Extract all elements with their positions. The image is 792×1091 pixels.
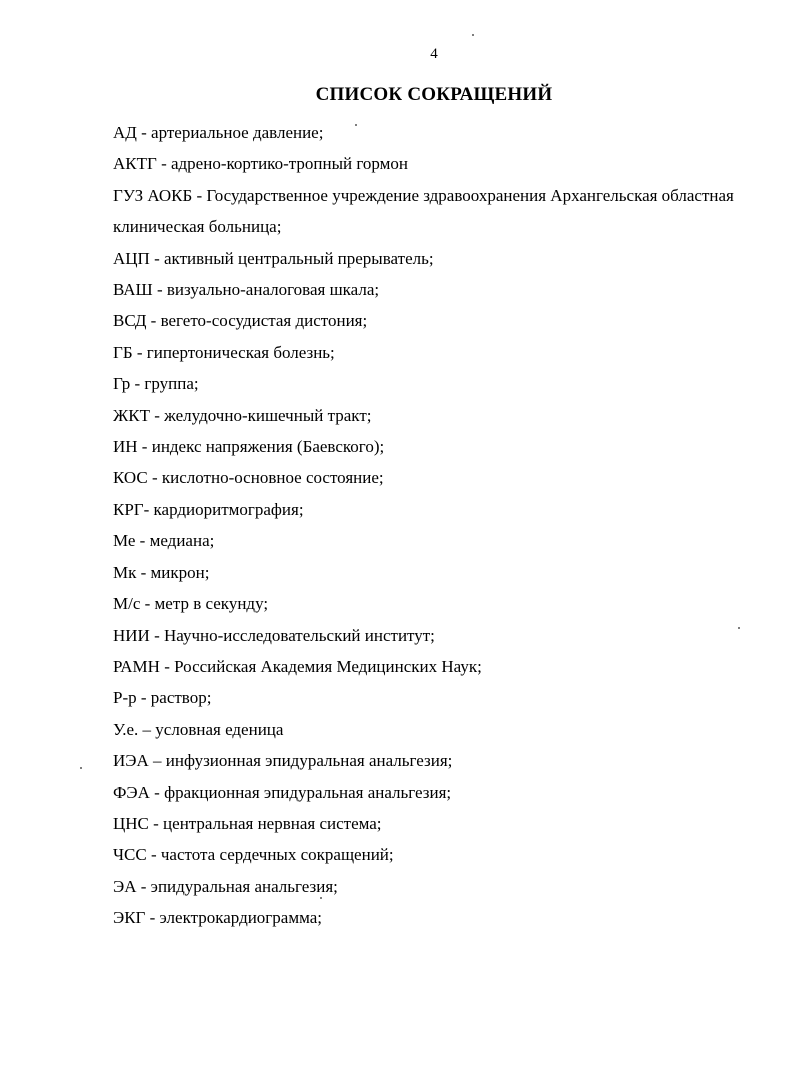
- page-number: 4: [430, 46, 438, 62]
- list-item: Ме - медиана;: [113, 531, 215, 551]
- list-item: ВСД - вегето-сосудистая дистония;: [113, 311, 368, 331]
- list-item: М/с - метр в секунду;: [113, 594, 269, 614]
- list-item: ВАШ - визуально-аналоговая шкала;: [113, 280, 380, 300]
- list-item: Мк - микрон;: [113, 562, 210, 582]
- list-item: РАМН - Российская Академия Медицинских Наук;: [113, 656, 482, 676]
- scan-speck: [355, 124, 357, 126]
- scan-speck: [472, 34, 474, 36]
- list-item: ГБ - гипертоническая болезнь;: [113, 342, 335, 362]
- list-item: ЭА - эпидуральная анальгезия;: [113, 876, 338, 896]
- list-item: ИН - индекс напряжения (Баевского);: [113, 437, 385, 457]
- list-item: ФЭА - фракционная эпидуральная анальгезия;: [113, 782, 452, 802]
- scan-speck: [80, 767, 82, 769]
- list-item: КРГ- кардиоритмография;: [113, 499, 304, 519]
- list-item: ЧСС - частота сердечных сокращений;: [113, 845, 394, 865]
- list-item: ЖКТ - желудочно-кишечный тракт;: [113, 405, 372, 425]
- list-item: ИЭА – инфузионная эпидуральная анальгезия;: [113, 751, 453, 771]
- list-item: Гр - группа;: [113, 374, 199, 394]
- list-item: ЭКГ - электрокардиограмма;: [113, 908, 322, 928]
- list-item: У.е. – условная еденица: [113, 719, 284, 739]
- list-item: ГУЗ АОКБ - Государственное учреждение здравоохранения Архангельская областная клиническая больница;: [113, 185, 734, 237]
- list-item: Р-р - раствор;: [113, 688, 212, 708]
- list-item: АЦП - активный центральный прерыватель;: [113, 248, 434, 268]
- list-item: ЦНС - центральная нервная система;: [113, 813, 382, 833]
- list-item: КОС - кислотно-основное состояние;: [113, 468, 384, 488]
- scan-speck: [320, 897, 322, 899]
- list-item: АД - артериальное давление;: [113, 123, 324, 142]
- abbreviation-list: [113, 117, 743, 934]
- page-title: СПИСОК СОКРАЩЕНИЙ: [315, 84, 553, 105]
- scan-speck: [738, 627, 740, 629]
- list-item: НИИ - Научно-исследовательский институт;: [113, 625, 435, 645]
- list-item: АКТГ - адрено-кортико-тропный гормон: [113, 154, 408, 174]
